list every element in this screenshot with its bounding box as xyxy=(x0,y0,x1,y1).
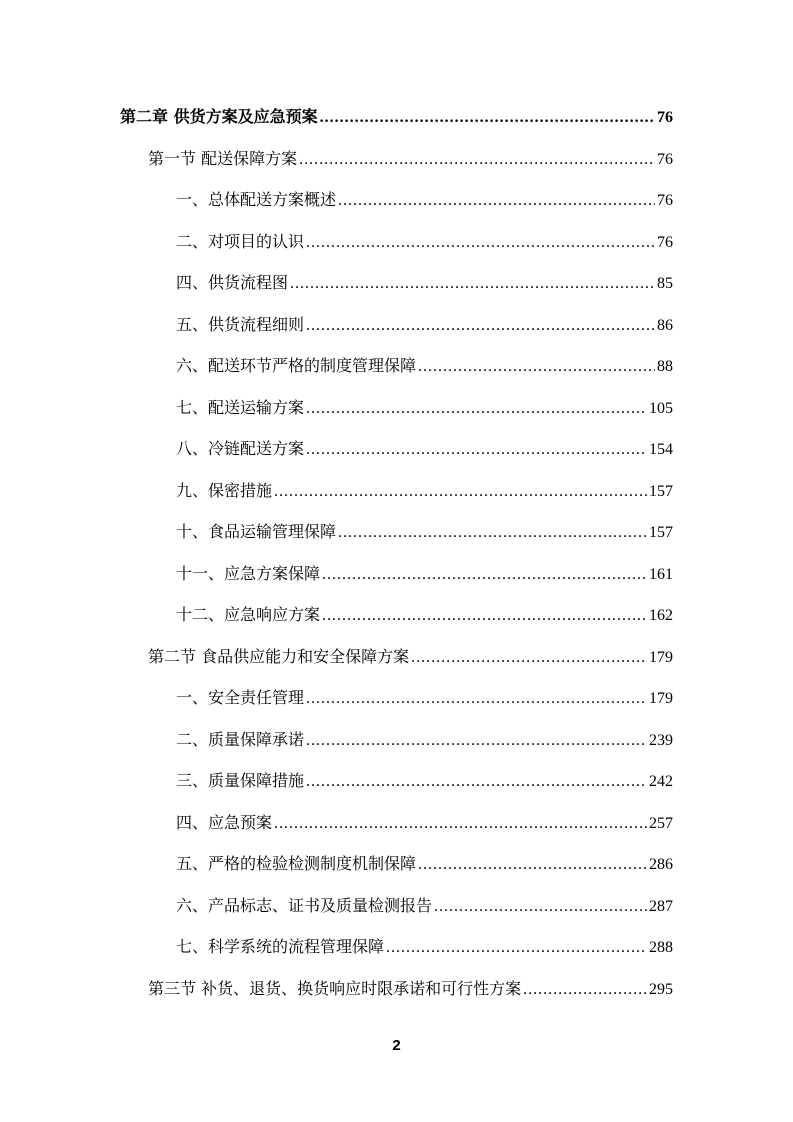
dot-leader xyxy=(411,647,647,669)
toc-entry-section-3[interactable] xyxy=(148,978,673,1000)
toc-entry-title: 七、科学系统的流程管理保障 xyxy=(176,937,385,956)
dot-leader xyxy=(306,730,647,752)
toc-entry-page: 287 xyxy=(649,898,673,915)
toc-entry[interactable] xyxy=(176,314,673,336)
toc-entry[interactable] xyxy=(176,604,673,626)
toc-entry[interactable] xyxy=(176,272,673,294)
dot-leader xyxy=(306,771,647,793)
page-number: 2 xyxy=(392,1037,401,1054)
dot-leader xyxy=(306,232,655,254)
toc-entry[interactable] xyxy=(176,355,673,377)
toc-entry-title: 第一节 配送保障方案 xyxy=(148,149,298,168)
toc-entry[interactable] xyxy=(176,231,673,253)
toc-entry-title: 十二、应急响应方案 xyxy=(176,605,321,624)
toc-entry-page: 105 xyxy=(649,400,673,417)
toc-entry-title: 第三节 补货、退货、换货响应时限承诺和可行性方案 xyxy=(148,979,522,998)
toc-entry[interactable] xyxy=(176,563,673,585)
toc-entry-page: 157 xyxy=(649,483,673,500)
toc-entry[interactable] xyxy=(176,770,673,792)
toc-entry-page: 76 xyxy=(657,234,673,251)
dot-leader xyxy=(523,979,647,1001)
toc-entry-title: 十一、应急方案保障 xyxy=(176,564,321,583)
dot-leader xyxy=(306,439,647,461)
dot-leader xyxy=(274,481,647,503)
dot-leader xyxy=(274,813,647,835)
toc-entry-title: 九、保密措施 xyxy=(176,481,273,500)
toc-entry-page: 154 xyxy=(649,441,673,458)
toc-entry-page: 86 xyxy=(657,317,673,334)
toc-entry-title: 六、产品标志、证书及质量检测报告 xyxy=(176,896,433,915)
toc-entry[interactable] xyxy=(176,812,673,834)
dot-leader xyxy=(386,937,647,959)
toc-entry[interactable] xyxy=(176,480,673,502)
dot-leader xyxy=(418,356,655,378)
toc-entry[interactable] xyxy=(176,936,673,958)
toc-entry-page: 76 xyxy=(657,109,673,126)
toc-entry[interactable] xyxy=(176,853,673,875)
toc-entry-title: 一、安全责任管理 xyxy=(176,688,305,707)
toc-entry-title: 六、配送环节严格的制度管理保障 xyxy=(176,356,417,375)
toc-entry-page: 76 xyxy=(657,151,673,168)
dot-leader xyxy=(306,688,647,710)
toc-entry-section-2[interactable] xyxy=(148,646,673,668)
dot-leader xyxy=(322,564,647,586)
toc-entry-title: 二、对项目的认识 xyxy=(176,232,305,251)
toc-entry-title: 七、配送运输方案 xyxy=(176,398,305,417)
dot-leader xyxy=(306,315,655,337)
toc-entry[interactable] xyxy=(176,521,673,543)
toc-entry-page: 286 xyxy=(649,856,673,873)
toc-entry-title: 一、总体配送方案概述 xyxy=(176,190,337,209)
toc-entry-page: 85 xyxy=(657,275,673,292)
toc-entry[interactable] xyxy=(176,438,673,460)
toc-entry-page: 179 xyxy=(649,649,673,666)
toc-entry-title: 二、质量保障承诺 xyxy=(176,730,305,749)
toc-entry-chapter-2[interactable] xyxy=(120,106,673,128)
toc-entry-title: 十、食品运输管理保障 xyxy=(176,522,337,541)
toc-entry[interactable] xyxy=(176,189,673,211)
toc-entry-section-1[interactable] xyxy=(148,148,673,170)
dot-leader xyxy=(322,605,647,627)
toc-entry[interactable] xyxy=(176,895,673,917)
toc-entry[interactable] xyxy=(176,729,673,751)
dot-leader xyxy=(320,107,655,129)
toc-entry-page: 295 xyxy=(649,981,673,998)
toc-entry-page: 239 xyxy=(649,732,673,749)
dot-leader xyxy=(290,273,655,295)
toc-entry-title: 四、供货流程图 xyxy=(176,273,289,292)
toc-entry-page: 257 xyxy=(649,815,673,832)
toc-entry-page: 161 xyxy=(649,566,673,583)
dot-leader xyxy=(338,190,655,212)
toc-entry-title: 三、质量保障措施 xyxy=(176,771,305,790)
toc-entry-page: 157 xyxy=(649,524,673,541)
toc-entry-page: 88 xyxy=(657,358,673,375)
dot-leader xyxy=(338,522,647,544)
toc-entry[interactable] xyxy=(176,687,673,709)
toc-entry-title: 四、应急预案 xyxy=(176,813,273,832)
toc-entry-title: 八、冷链配送方案 xyxy=(176,439,305,458)
dot-leader xyxy=(299,149,655,171)
toc-entry-page: 179 xyxy=(649,690,673,707)
toc-entry-title: 五、供货流程细则 xyxy=(176,315,305,334)
toc-entry-title: 第二节 食品供应能力和安全保障方案 xyxy=(148,647,410,666)
dot-leader xyxy=(434,896,647,918)
toc-entry-title: 五、严格的检验检测制度机制保障 xyxy=(176,854,417,873)
dot-leader xyxy=(306,398,647,420)
toc-entry-page: 288 xyxy=(649,939,673,956)
dot-leader xyxy=(418,854,647,876)
toc-entry-page: 242 xyxy=(649,773,673,790)
toc-entry-page: 162 xyxy=(649,607,673,624)
toc-entry-page: 76 xyxy=(657,192,673,209)
toc-entry-title: 第二章 供货方案及应急预案 xyxy=(120,107,318,126)
toc-entry[interactable] xyxy=(176,397,673,419)
